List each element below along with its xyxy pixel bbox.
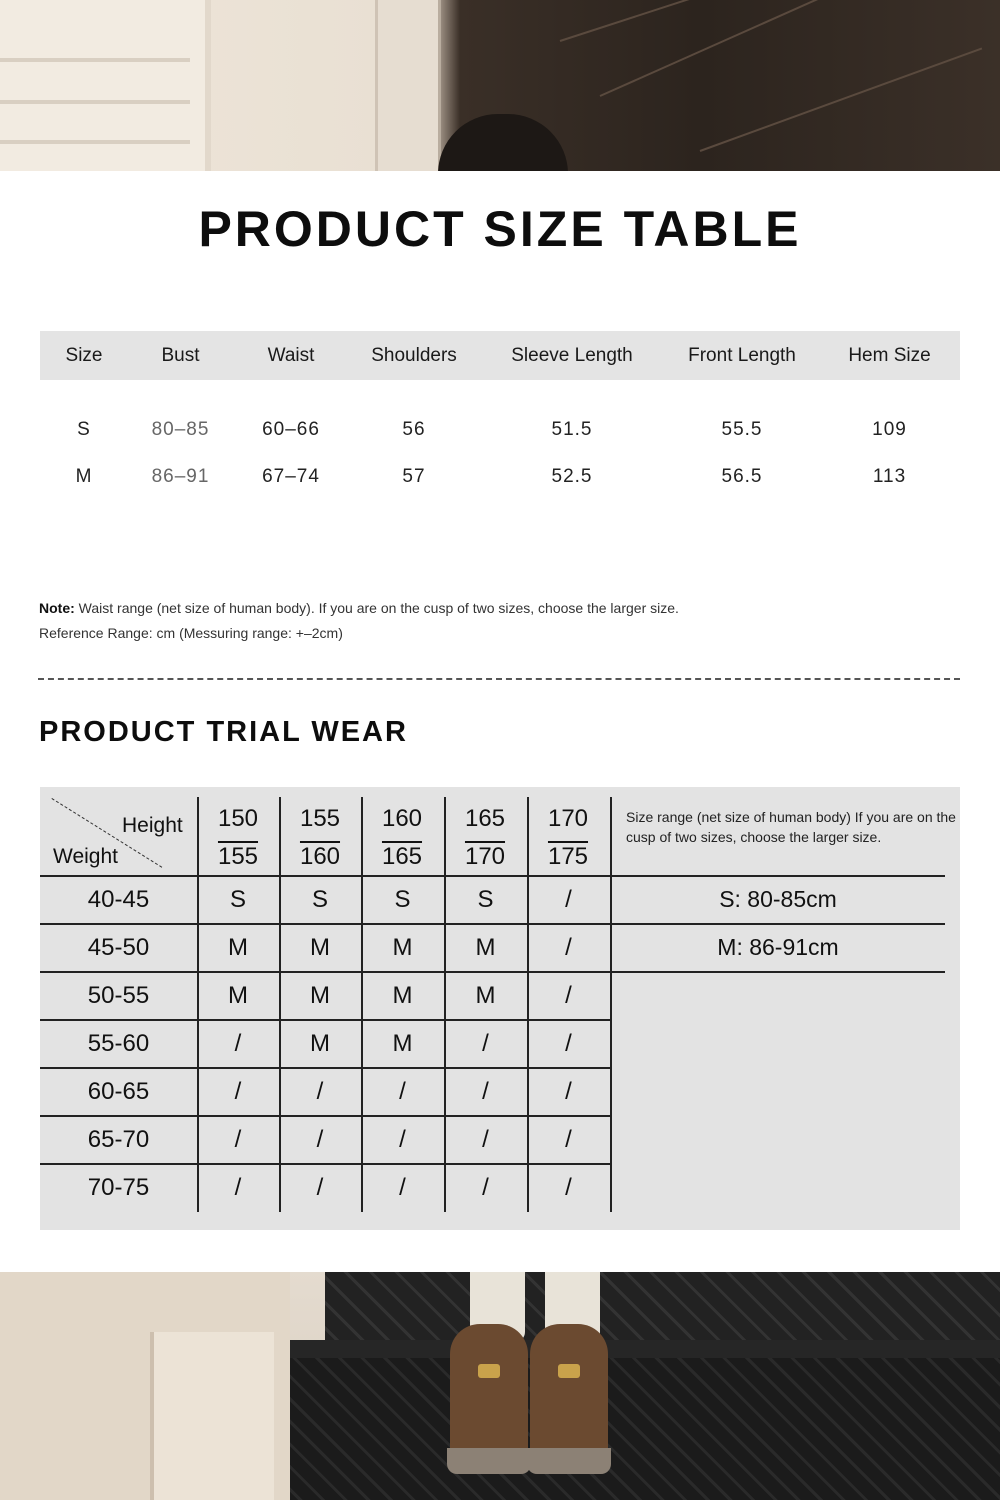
loafer-right-icon — [530, 1324, 608, 1474]
fit-cell: / — [399, 1174, 406, 1201]
fit-cell: / — [234, 1174, 242, 1201]
weight-label: 45-50 — [87, 934, 150, 961]
corner-height-label: Height — [122, 814, 183, 837]
weight-label: 55-60 — [87, 1030, 150, 1057]
header-sleeve-length: Sleeve Length — [479, 331, 665, 380]
fit-cell: S — [311, 886, 328, 913]
fit-cell: S — [394, 886, 411, 913]
bust-cell: 80–85 — [151, 419, 210, 440]
loafer-left-icon — [450, 1324, 528, 1474]
size-note — [39, 596, 679, 646]
fit-cell: / — [316, 1078, 324, 1105]
upper-step — [325, 1272, 1000, 1340]
height-range-top: 160 — [381, 805, 423, 832]
fit-cell: / — [399, 1126, 406, 1153]
weight-label: 60-65 — [87, 1078, 150, 1105]
fit-cell: / — [234, 1030, 242, 1057]
waist-cell: 67–74 — [262, 466, 320, 487]
fit-cell: / — [399, 1078, 406, 1105]
fit-cell: M — [310, 982, 330, 1009]
fit-cell: / — [316, 1174, 324, 1201]
height-range-top: 155 — [299, 805, 341, 832]
fit-cell: S — [477, 886, 494, 913]
note-line-1: Waist range (net size of human body). If you are on the cusp of two sizes, choose the larger size. — [78, 600, 679, 616]
trial-wear-table — [40, 787, 960, 1230]
front-length-cell: 56.5 — [721, 466, 763, 487]
header-size: Size — [40, 331, 128, 380]
weight-label: 50-55 — [87, 982, 150, 1009]
grid-vline — [610, 797, 612, 1212]
height-range-top: 150 — [217, 805, 259, 832]
note-label: Note: — [39, 600, 75, 616]
fit-cell: / — [565, 1078, 572, 1105]
model-head — [438, 114, 568, 171]
fit-cell: S — [229, 886, 246, 913]
weight-label: 65-70 — [87, 1126, 150, 1153]
fit-cell: / — [234, 1126, 242, 1153]
height-range-bottom: 165 — [381, 843, 423, 870]
header-hem-size: Hem Size — [819, 331, 960, 380]
fit-cell: / — [565, 982, 572, 1009]
wall-molding — [150, 1332, 274, 1500]
shoulders-cell: 56 — [402, 419, 426, 440]
size-cell: M — [75, 466, 93, 487]
weight-label: 70-75 — [87, 1174, 150, 1201]
hem-size-cell: 109 — [872, 419, 907, 440]
door-frame — [375, 0, 441, 171]
size-table-header — [40, 331, 960, 380]
sleeve-length-cell: 51.5 — [551, 419, 593, 440]
fit-cell: / — [482, 1078, 489, 1105]
table-row — [40, 454, 960, 534]
fit-cell: M — [392, 934, 413, 961]
height-range-top: 170 — [547, 805, 589, 832]
fit-cell: / — [565, 1126, 572, 1153]
hem-size-cell: 113 — [872, 466, 907, 487]
fit-cell: / — [565, 1174, 572, 1201]
header-shoulders: Shoulders — [349, 331, 479, 380]
fit-cell: / — [482, 1126, 489, 1153]
fit-cell: / — [565, 1030, 572, 1057]
fit-cell: / — [565, 886, 572, 913]
height-range-bottom: 170 — [464, 843, 506, 870]
height-range-bottom: 155 — [217, 843, 259, 870]
fit-cell: / — [234, 1078, 242, 1105]
fit-cell: M — [392, 1030, 413, 1057]
fit-cell: / — [482, 1030, 489, 1057]
size-cell: S — [77, 419, 91, 440]
fit-cell: / — [565, 934, 572, 961]
fit-cell: M — [475, 934, 496, 961]
note-line-2: Reference Range: cm (Messuring range: +–2cm) — [39, 625, 343, 641]
sleeve-length-cell: 52.5 — [551, 466, 593, 487]
shoulders-cell: 57 — [402, 466, 426, 487]
size-range-value: M: 86-91cm — [717, 934, 839, 960]
fit-cell: M — [228, 982, 248, 1009]
corner-weight-label: Weight — [53, 845, 118, 868]
header-waist: Waist — [233, 331, 349, 380]
height-range-top: 165 — [464, 805, 506, 832]
range-note: Size range (net size of human body) If you are on the cusp of two sizes, choose the larger size. — [626, 809, 956, 845]
front-length-cell: 55.5 — [721, 419, 763, 440]
fit-cell: / — [482, 1174, 489, 1201]
fit-cell: M — [392, 982, 413, 1009]
header-bust: Bust — [128, 331, 233, 380]
height-range-bottom: 175 — [547, 843, 589, 870]
fit-cell: M — [310, 1030, 330, 1057]
bottom-photo — [0, 1272, 1000, 1500]
door-panel — [0, 0, 211, 171]
size-table — [40, 331, 960, 534]
header-front-length: Front Length — [665, 331, 819, 380]
fit-cell: M — [475, 982, 496, 1009]
fit-cell: M — [310, 934, 330, 961]
page-title: PRODUCT SIZE TABLE — [198, 201, 802, 257]
weight-label: 40-45 — [87, 886, 150, 913]
waist-cell: 60–66 — [262, 419, 320, 440]
table-row — [40, 406, 960, 454]
dashed-divider — [38, 678, 960, 680]
metal-step — [290, 1340, 1000, 1500]
fit-cell: / — [316, 1126, 324, 1153]
height-range-bottom: 160 — [299, 843, 341, 870]
bust-cell: 86–91 — [151, 466, 210, 487]
size-range-value: S: 80-85cm — [719, 886, 837, 912]
top-photo — [0, 0, 1000, 171]
fit-cell: M — [228, 934, 248, 961]
trial-wear-title: PRODUCT TRIAL WEAR — [39, 716, 408, 748]
